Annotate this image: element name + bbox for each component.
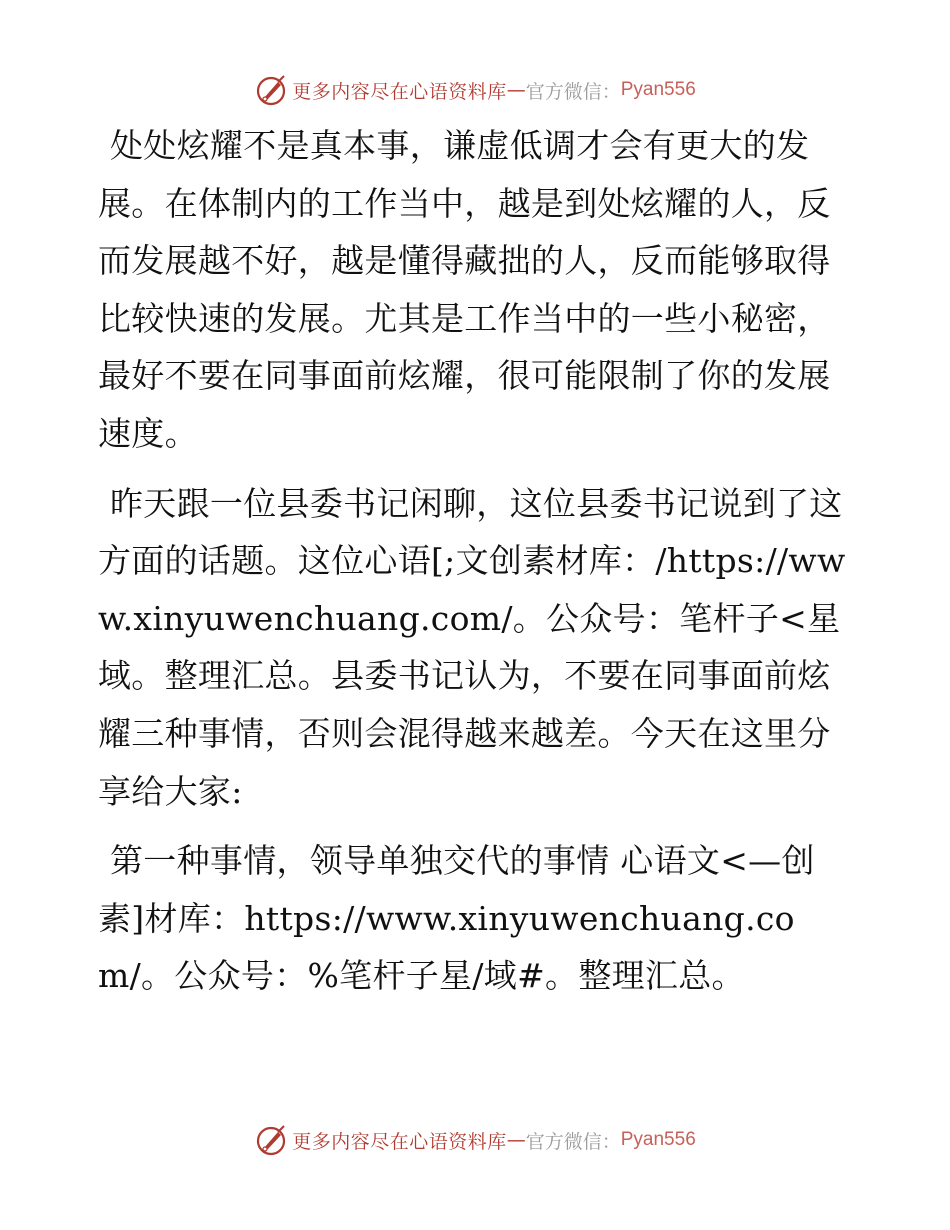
document-body: [98, 117, 850, 1017]
header-wechat-id: Pyan556: [620, 79, 696, 100]
header-banner: [0, 70, 950, 110]
footer-separator: —: [506, 1129, 526, 1151]
footer-banner: [0, 1120, 950, 1160]
quill-pen-logo-icon: [254, 1123, 288, 1157]
header-official-label: 官方微信：: [525, 80, 621, 103]
header-separator: —: [506, 79, 526, 101]
footer-official-label: 官方微信：: [525, 1130, 621, 1153]
paragraph-3: 第一种事情，领导单独交代的事情 心语文<—创素]材库：https://www.xinyuwenchuang.com/。公众号：%笔杆子星/域#。整理汇总。: [98, 841, 815, 996]
paragraph-1: 处处炫耀不是真本事，谦虚低调才会有更大的发展。在体制内的工作当中，越是到处炫耀的人，反而发展越不好，越是懂得藏拙的人，反而能够取得比较快速的发展。尤其是工作当中的一些小秘密，最好不要在同事面前炫耀，很可能限制了你的发展速度。: [98, 126, 831, 453]
quill-pen-logo-icon: [254, 73, 288, 107]
footer-brand-text: 更多内容尽在心语资料库: [292, 1130, 507, 1153]
footer-wechat-id: Pyan556: [620, 1129, 696, 1150]
header-brand-text: 更多内容尽在心语资料库: [292, 80, 507, 103]
paragraph-2: 昨天跟一位县委书记闲聊，这位县委书记说到了这方面的话题。这位心语[;文创素材库：/https://www.xinyuwenchuang.com/。公众号：笔杆子<星域。整理汇总。县委书记认为，不要在同事面前炫耀三种事情，否则会混得越来越差。今天在这里分享给大家:: [98, 483, 846, 811]
